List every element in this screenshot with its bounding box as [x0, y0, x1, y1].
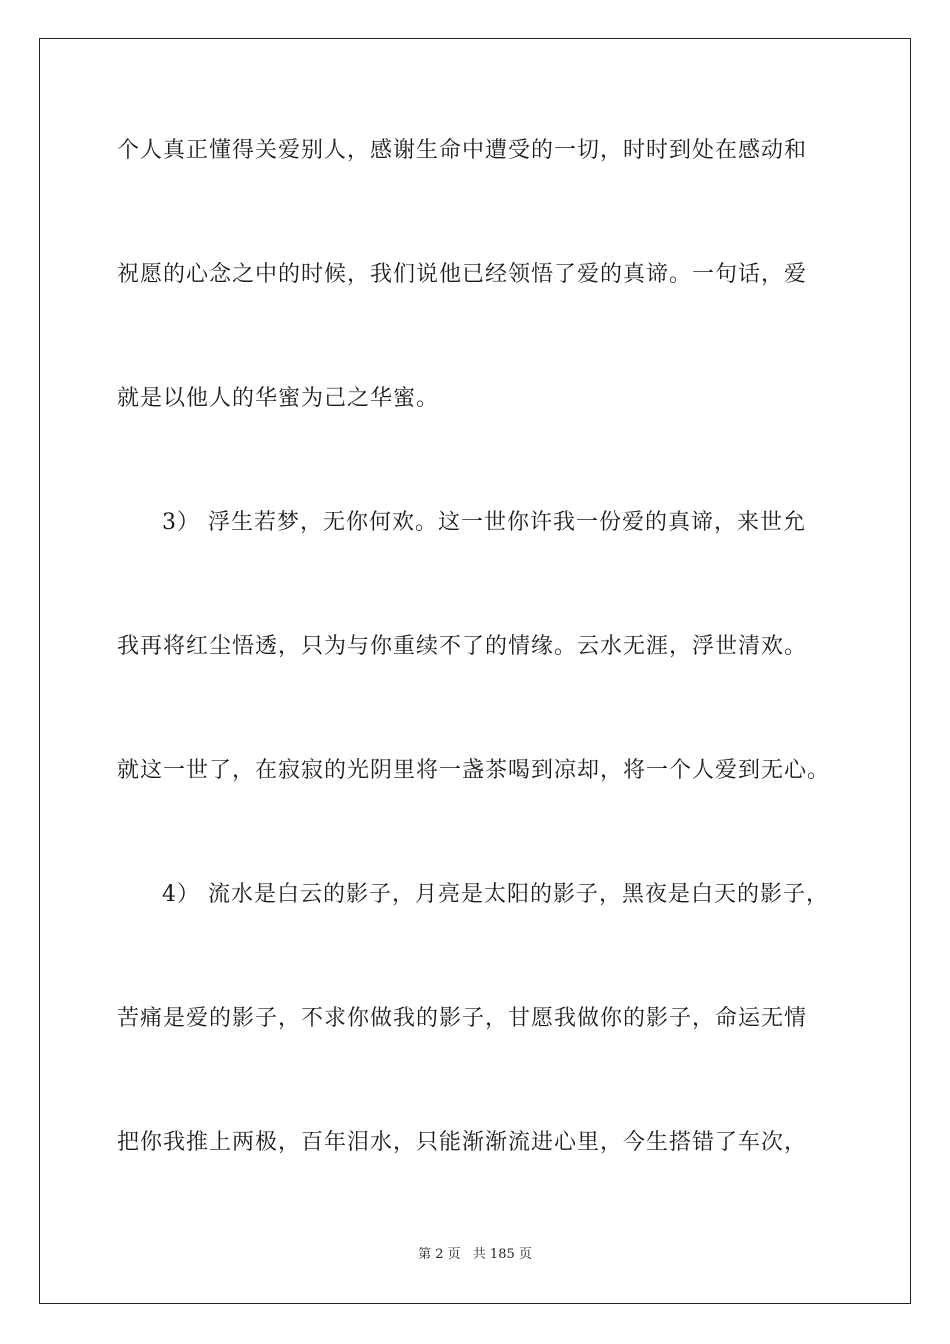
page-footer — [0, 1246, 950, 1264]
text-line-5: 我再将红尘悟透，只为与你重续不了的情缘。云水无涯，浮世清欢。 — [117, 634, 808, 659]
text-line-8: 苦痛是爱的影子，不求你做我的影子，甘愿我做你的影子，命运无情 — [117, 1006, 808, 1031]
text-line-3: 就是以他人的华蜜为己之华蜜。 — [117, 386, 440, 411]
text-line-6: 就这一世了，在寂寂的光阴里将一盏茶喝到凉却，将一个人爱到无心。 — [117, 758, 831, 783]
text-line-2: 祝愿的心念之中的时候，我们说他已经领悟了爱的真谛。一句话，爱 — [117, 262, 808, 287]
page-total: 共 185 页 — [472, 1247, 532, 1262]
text-line-7: 4） 流水是白云的影子，月亮是太阳的影子，黑夜是白天的影子， — [162, 882, 829, 907]
text-line-9: 把你我推上两极，百年泪水，只能渐渐流进心里，今生搭错了车次， — [117, 1130, 808, 1155]
text-line-4: 3） 浮生若梦，无你何欢。这一世你许我一份爱的真谛，来世允 — [162, 510, 806, 535]
text-line-1: 个人真正懂得关爱别人，感谢生命中遭受的一切，时时到处在感动和 — [117, 138, 808, 163]
page-number: 第 2 页 — [418, 1247, 461, 1262]
page-frame — [39, 38, 911, 1304]
